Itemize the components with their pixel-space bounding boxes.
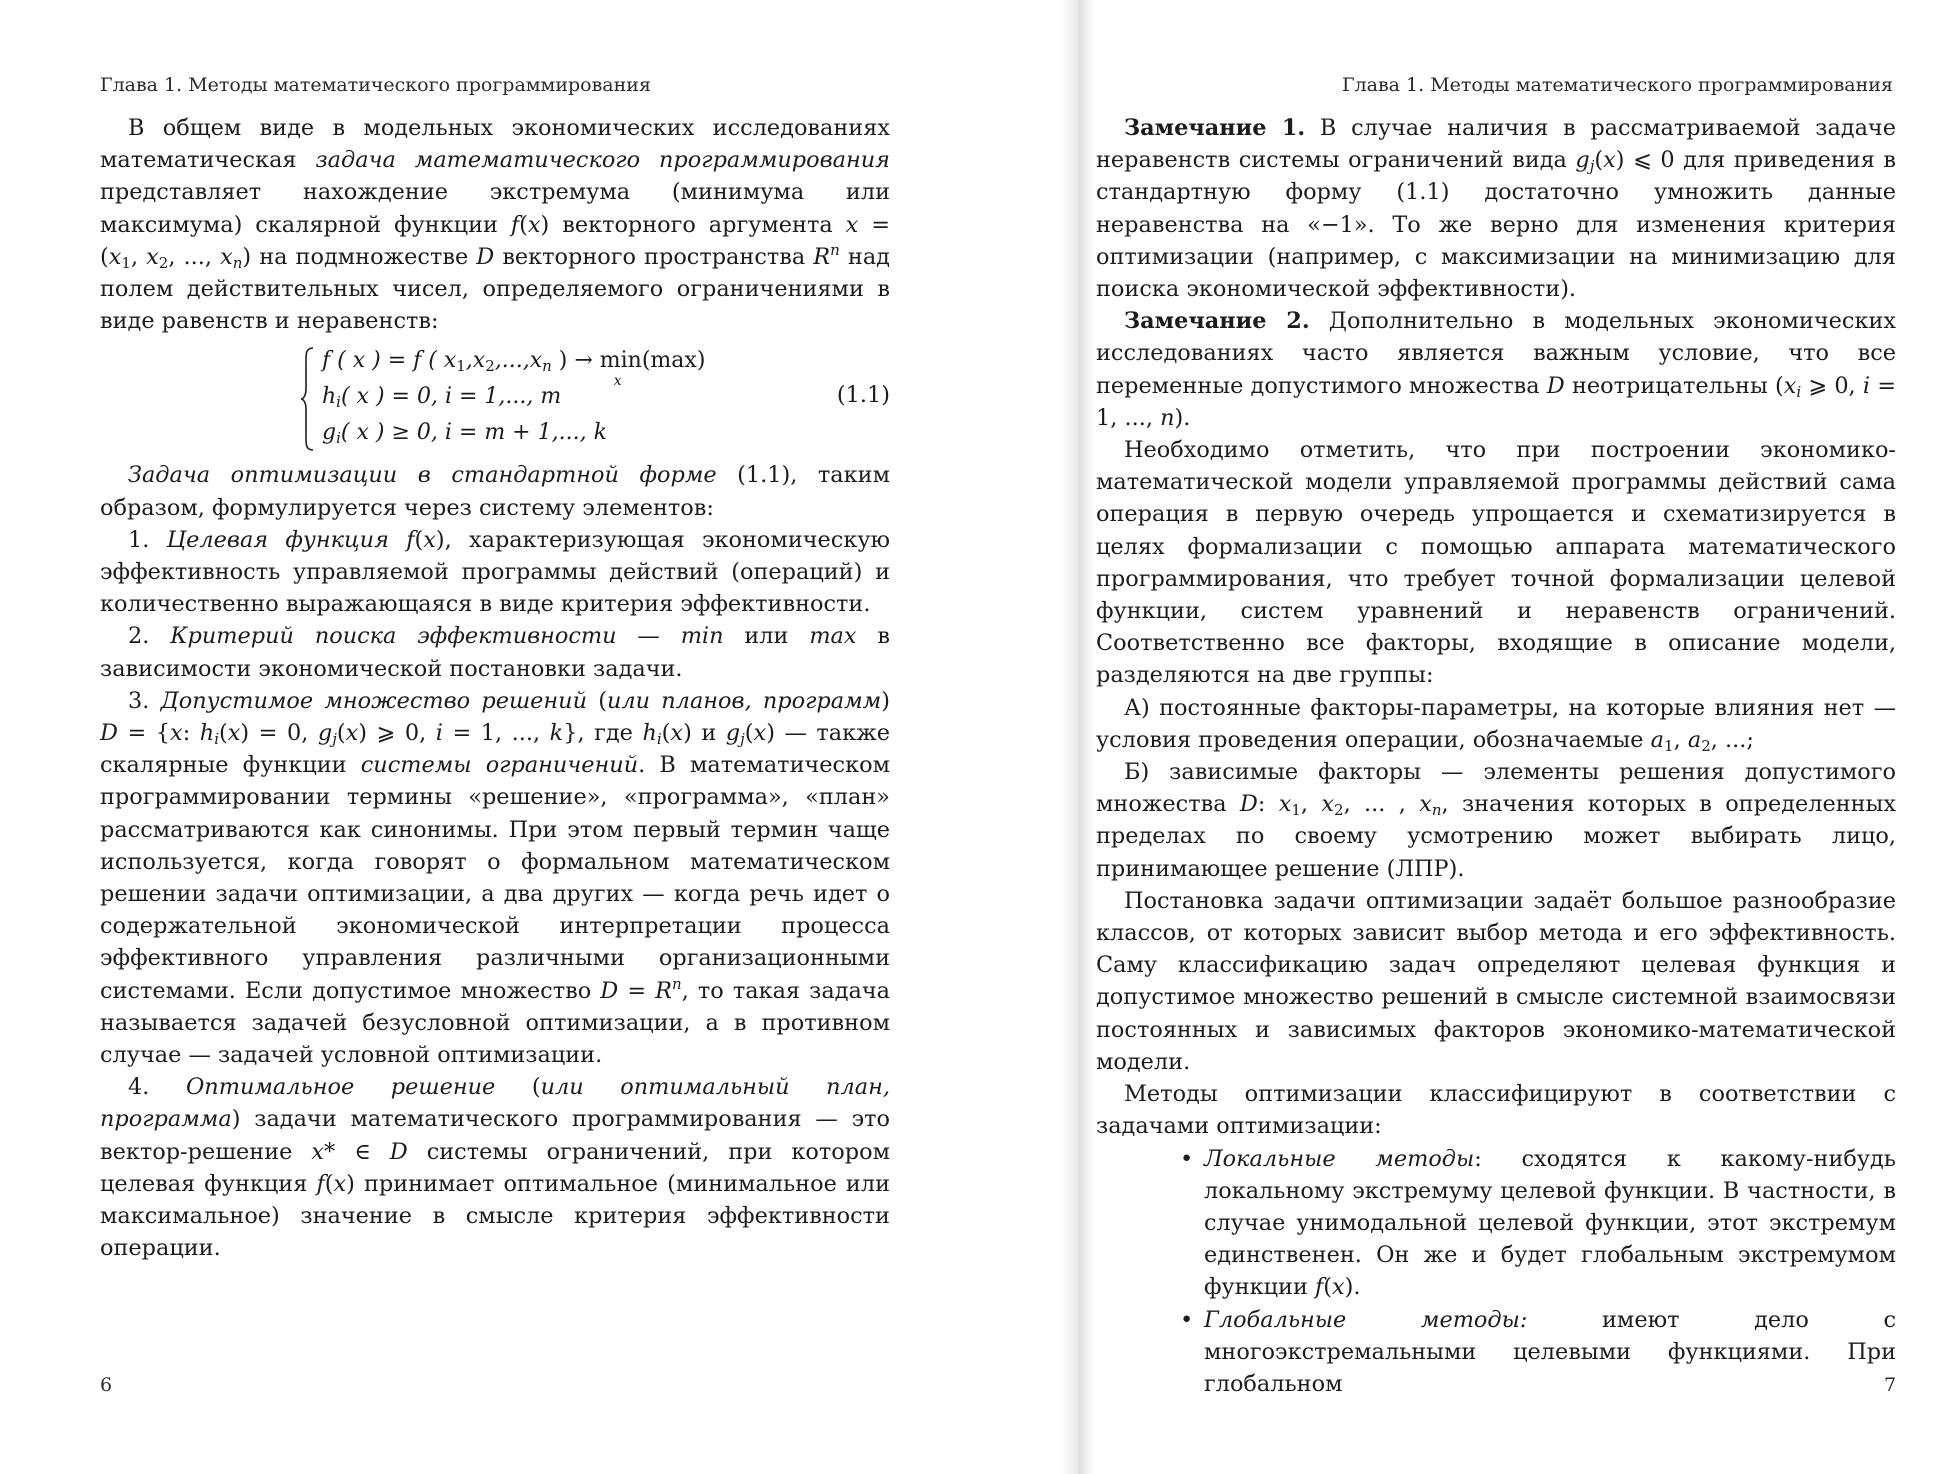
left-brace	[300, 347, 314, 451]
list-item-global-methods: • Глобальные методы: имеют дело с многоэкстремальными целевыми функциями. При глобальном	[1204, 1304, 1896, 1401]
formula-1-1	[100, 343, 890, 455]
paragraph-optimal-solution: 4. Оптимальное решение (или оптимальный план, программа) задачи математического программирования — это вектор-решение x* ∈ D системы ограничений, при котором целевая функция f(x) принимает оптимальное (минимальное или максимальное) значение в смысле критерия эффективности операции.	[100, 1074, 891, 1262]
formula-system	[322, 343, 705, 451]
paragraph-remark-2: Замечание 2. Дополнительно в модельных экономических исследованиях часто является важным условие, что все переменные допустимого множества D неотрицательны ($x_i$ ⩾ 0, i = 1, ..., n).	[1096, 308, 1896, 431]
page-number: 6	[100, 1374, 113, 1396]
paragraph-feasible-set: 3. Допустимое множество решений (или планов, программ) D = {x: $h_i(x) = 0$, $g_j(x)$ ⩾ 0, i = 1, ..., k}, где $h_i(x)$ и $g_j(x)$ — также скалярные функции системы ограничений. В математическом программировании термины «решение», «программа», «план» рассматриваются как синонимы. При этом первый термин чаще используется, когда говорят о формальном математическом решении задачи оптимизации, а два других — когда речь идет о содержательной экономической интерпретации процесса эффективного управления различными организационными системами. Если допустимое множество $D = R^n$, то такая задача называется задачей безусловной оптимизации, а в противном случае — задачей условной оптимизации.	[100, 687, 890, 1069]
right-page	[1096, 0, 1934, 1474]
formula-line-inequality: $g_i$( x ) ≥ 0, i = m + 1,..., k	[322, 420, 607, 448]
methods-list	[1096, 1143, 1896, 1401]
formula-line-equality: $h_i$( x ) = 0, i = 1,..., m	[322, 384, 562, 412]
running-head: Глава 1. Методы математического программирования	[1342, 74, 1893, 96]
paragraph-objective-function: 1. Целевая функция f(x), характеризующая экономическую эффективность управляемой программы действий (операций) и количественно выражающаяся в виде критерия эффективности.	[100, 526, 890, 618]
paragraph-intro: В общем виде в модельных экономических исследованиях математическая задача математического программирования представляет нахождение экстремума (минимума или максимума) скалярной функции f(x) векторного аргумента $x = (x_1$, $x_2$, ..., $x_n$) на подмножестве D векторного пространства $R^n$ над полем действительных чисел, определяемого ограничениями в виде равенств и неравенств:	[100, 115, 890, 335]
paragraph-criterion: 2. Критерий поиска эффективности — min или max в зависимости экономической постановки задачи.	[100, 623, 890, 682]
paragraph-constant-factors: А) постоянные факторы-параметры, на которые влияния нет — условия проведения операции, обозначаемые $a_1$, $a_2$, ...;	[1096, 694, 1896, 755]
book-gutter	[1060, 0, 1096, 1474]
list-item-local-methods: • Локальные методы: сходятся к какому-нибудь локальному экстремуму целевой функции. В частности, в случае унимодальной целевой функции, этот экстремум единственен. Он же и будет глобальным экстремумом функции f(x).	[1204, 1143, 1896, 1304]
running-head: Глава 1. Методы математического программирования	[100, 74, 651, 96]
formula-line-objective: f ( x ) = f ( $x_1,x_2,...,x_n$ ) → min(max) x	[322, 348, 706, 390]
paragraph-remark-1: Замечание 1. В случае наличия в рассматриваемой задаче неравенств системы ограничений вида $g_j(x)$ ⩽ 0 для приведения в стандартную форму (1.1) достаточно умножить данные неравенства на «−1». То же верно для изменения критерия оптимизации (например, с максимизации на минимизацию для поиска экономической эффективности).	[1096, 115, 1896, 303]
paragraph-methods-classification: Методы оптимизации классифицируют в соответствии с задачами оптимизации:	[1096, 1081, 1896, 1140]
paragraph-problem-statement: Постановка задачи оптимизации задаёт большое разнообразие классов, от которых зависит выбор метода и его эффективность. Саму классификацию задач определяют целевая функция и допустимое множество решений в смысле системной взаимосвязи постоянных и зависимых факторов экономико-математической модели.	[1096, 887, 1896, 1075]
paragraph-dependent-factors: Б) зависимые факторы — элементы решения допустимого множества D: $x_1$, $x_2$, ... , $x_n$, значения которых в определенных пределах по своему усмотрению может выбирать лицо, принимающее решение (ЛПР).	[1096, 759, 1896, 882]
paragraph-model-construction: Необходимо отметить, что при построении экономико-математической модели управляемой программы действий сама операция в первую очередь упрощается и схематизируется в целях формализации с помощью аппарата математического программирования, что требует точной формализации целевой функции, систем уравнений и неравенств ограничений. Соответственно все факторы, входящие в описание модели, разделяются на две группы:	[1096, 437, 1896, 689]
right-page-body	[1096, 112, 1896, 1400]
equation-number: (1.1)	[836, 382, 890, 409]
left-page-body	[100, 112, 890, 1265]
paragraph-standard-form: Задача оптимизации в стандартной форме (1.1), таким образом, формулируется через систему элементов:	[100, 462, 890, 521]
page-number: 7	[1884, 1374, 1897, 1396]
